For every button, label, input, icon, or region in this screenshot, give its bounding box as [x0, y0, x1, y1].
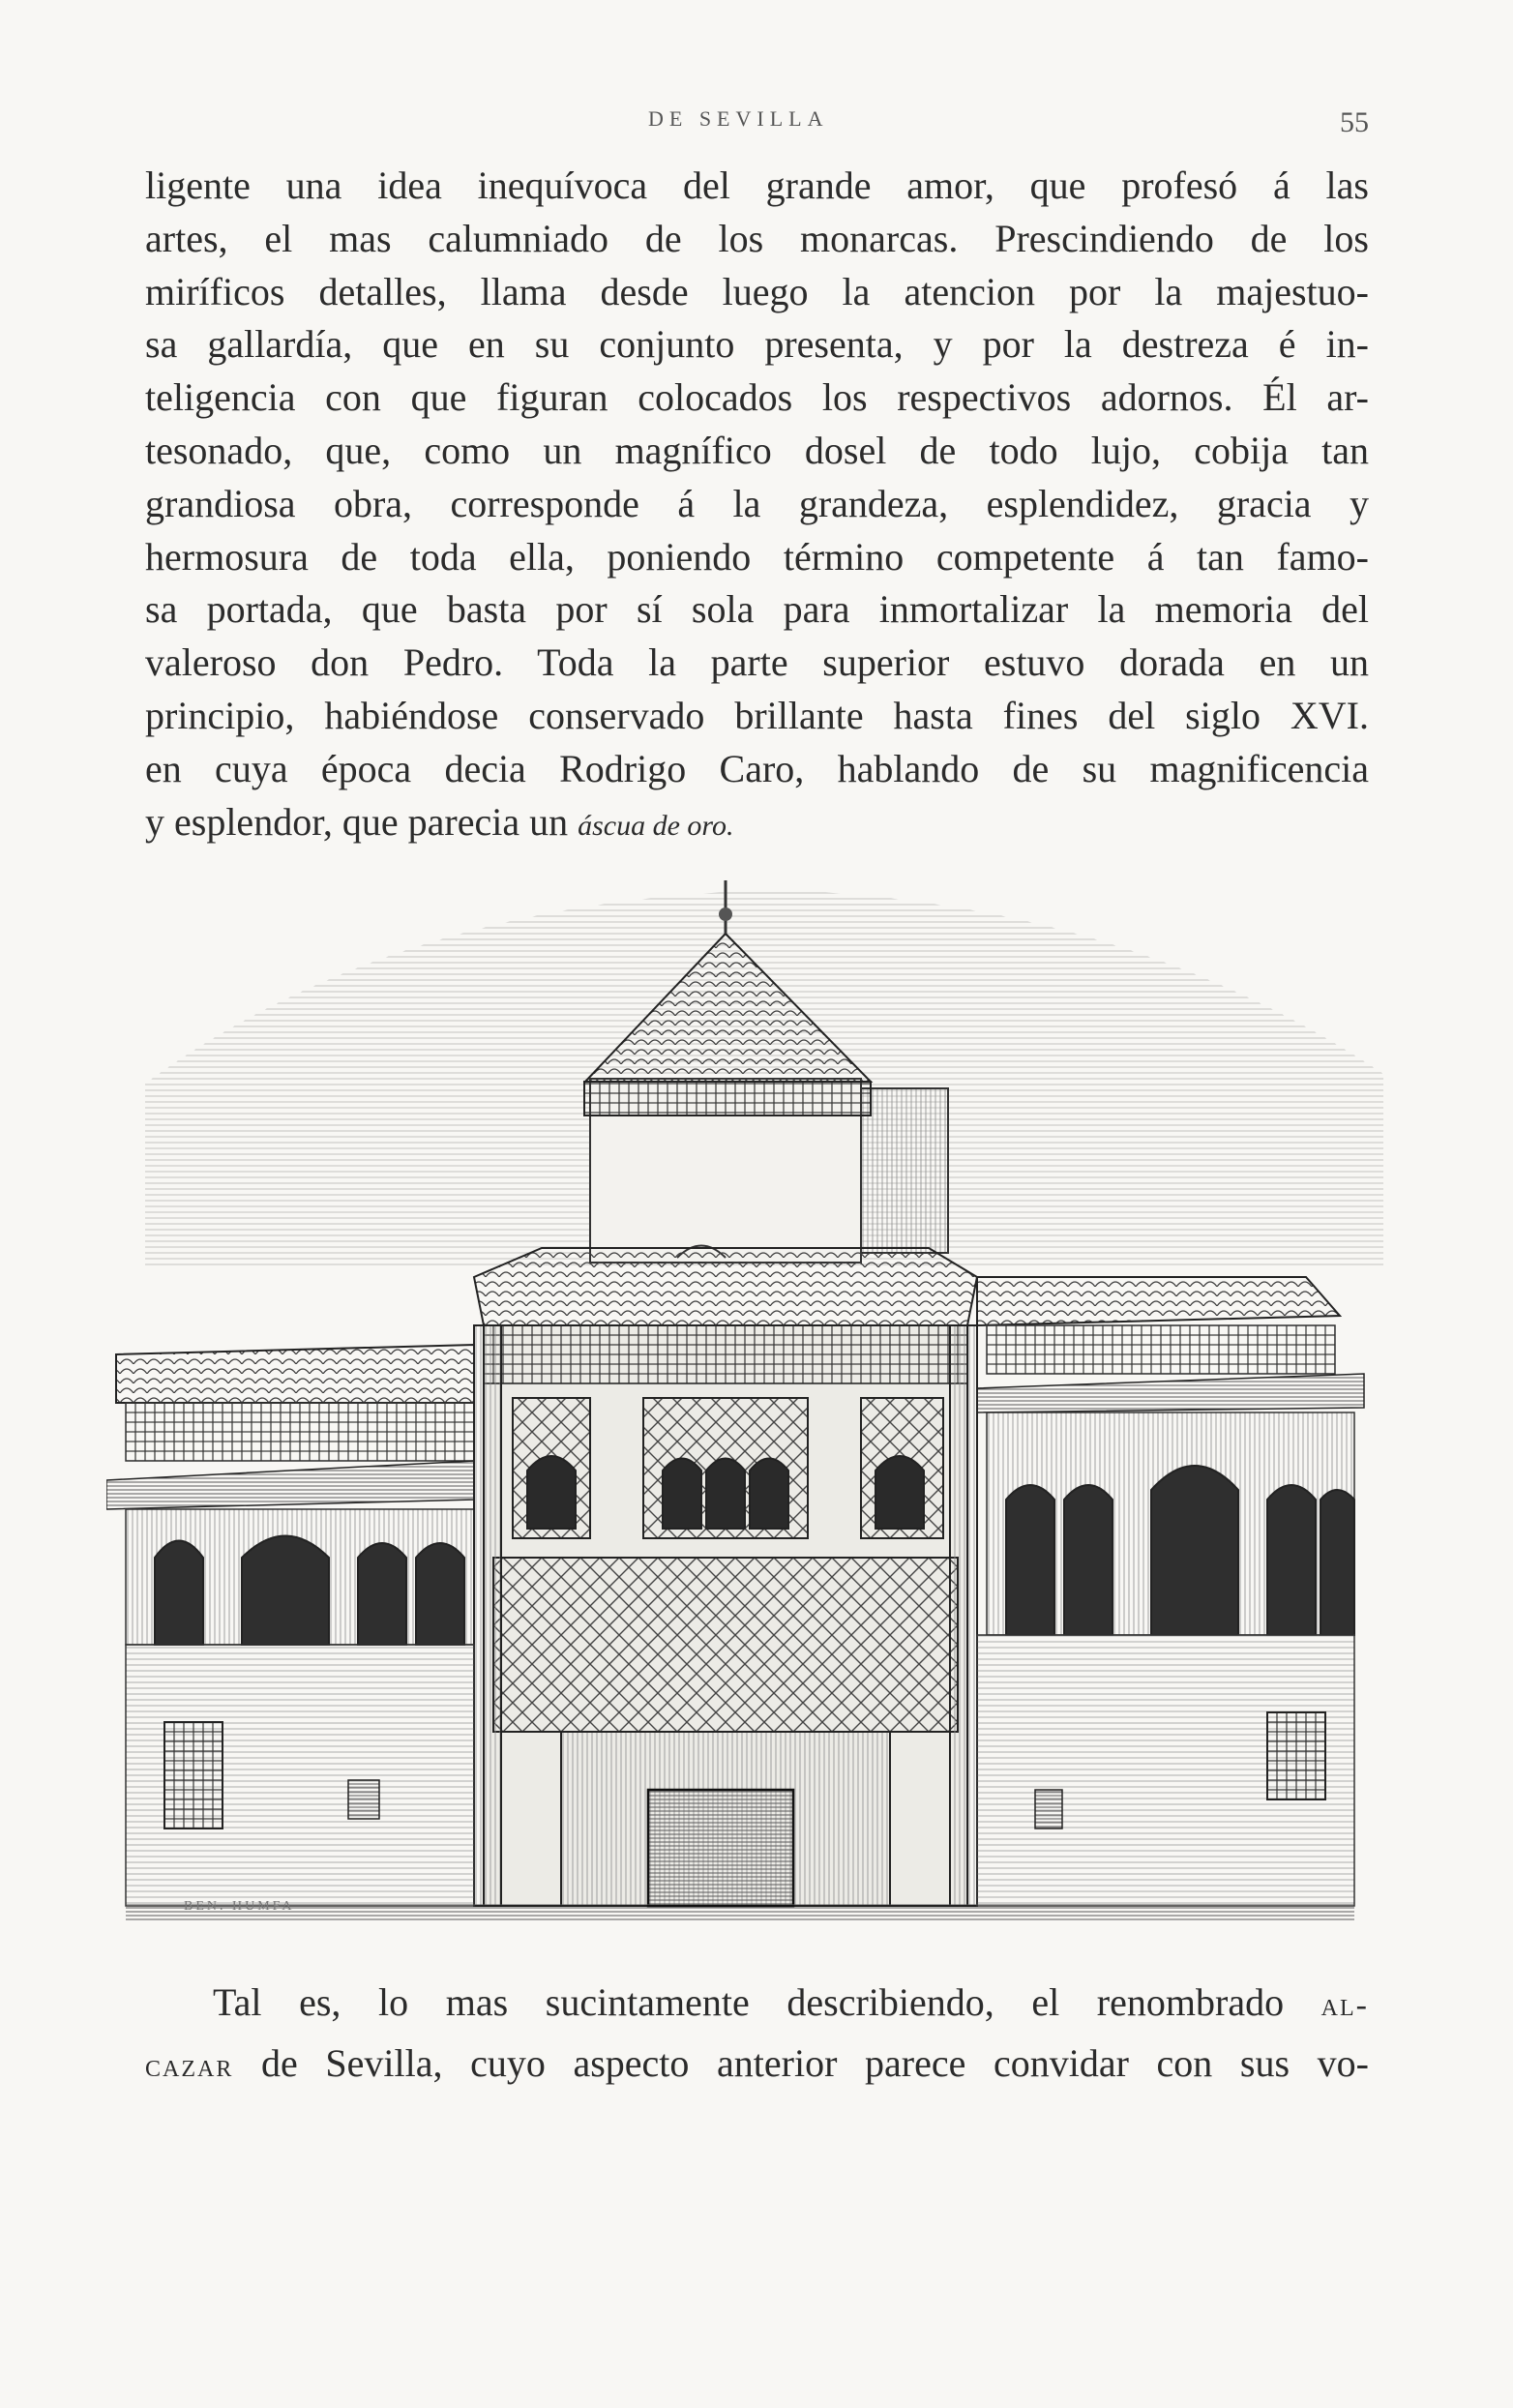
text-line: sa portada, que basta por sí sola para inmortalizar la memoria del [145, 587, 1369, 632]
text-line: sa gallardía, que en su conjunto presenta, y por la destreza é in- [145, 322, 1369, 367]
text-line: teligencia con que figuran colocados los respectivos adornos. Él ar- [145, 375, 1369, 420]
text-line: valeroso don Pedro. Toda la parte superior estuvo dorada en un [145, 640, 1369, 685]
text-line: en cuya época decia Rodrigo Caro, hablando de su magnificencia [145, 746, 1369, 790]
tower-frieze [584, 1082, 871, 1115]
right-grated-window [1267, 1712, 1325, 1799]
running-head: DE SEVILLA [648, 106, 829, 131]
tower-side [861, 1088, 948, 1253]
alcazar-facade-engraving [106, 861, 1412, 1925]
right-small-window [1035, 1790, 1062, 1828]
smallcaps-word-b: cazar [145, 2048, 234, 2084]
closing-line-1 [145, 1974, 1369, 2035]
main-doorway [648, 1790, 793, 1906]
text-line: miríficos detalles, llama desde luego la atencion por la majestuo- [145, 269, 1369, 313]
left-frieze [126, 1403, 474, 1461]
last-line-text: y esplendor, que parecia un [145, 799, 578, 844]
left-roof [116, 1345, 474, 1403]
left-eave [106, 1461, 474, 1509]
italic-phrase: áscua de oro. [578, 809, 734, 842]
text-line: tesonado, que, como un magnífico dosel de todo lujo, cobija tan [145, 428, 1369, 472]
finial-ball [719, 907, 732, 921]
page-header [145, 106, 1369, 145]
left-small-window [348, 1780, 379, 1819]
closing-line-2 [145, 2035, 1369, 2096]
closing-text-b: de Sevilla, cuyo aspecto anterior parece convidar con sus vo- [233, 2041, 1369, 2085]
right-roof [977, 1277, 1340, 1325]
ground-line [126, 1904, 1354, 1921]
right-pilaster [950, 1325, 977, 1906]
central-roof [474, 1248, 977, 1325]
text-line: ligente una idea inequívoca del grande amor, que profesó á las [145, 164, 1369, 207]
engraving-illustration [106, 861, 1412, 1925]
body-paragraph [145, 160, 1369, 852]
smallcaps-word-a: al- [1320, 1987, 1369, 2023]
text-line: hermosura de toda ella, poniendo término competente á tan famo- [145, 534, 1369, 579]
closing-paragraph [145, 1974, 1369, 2096]
engraver-signature: BEN. HUMFA [184, 1899, 295, 1914]
sebka-panels [493, 1558, 958, 1732]
closing-text-a: Tal es, lo mas sucintamente describiendo, el renombrado [213, 1980, 1321, 2024]
facade-inscription-band [484, 1325, 967, 1383]
facade-windows [513, 1398, 943, 1538]
text-line: grandiosa obra, corresponde á la grandeza, esplendidez, gracia y [145, 481, 1369, 525]
right-frieze [987, 1325, 1335, 1374]
text-line: principio, habiéndose conservado brillante hasta fines del siglo XVI. [145, 693, 1369, 737]
right-eave [977, 1374, 1364, 1412]
text-line-last [145, 796, 1369, 853]
text-line: artes, el mas calumniado de los monarcas. Prescindiendo de los [145, 216, 1369, 260]
page-number: 55 [1340, 106, 1369, 138]
left-pilaster [474, 1325, 501, 1906]
left-grated-window [164, 1722, 222, 1828]
